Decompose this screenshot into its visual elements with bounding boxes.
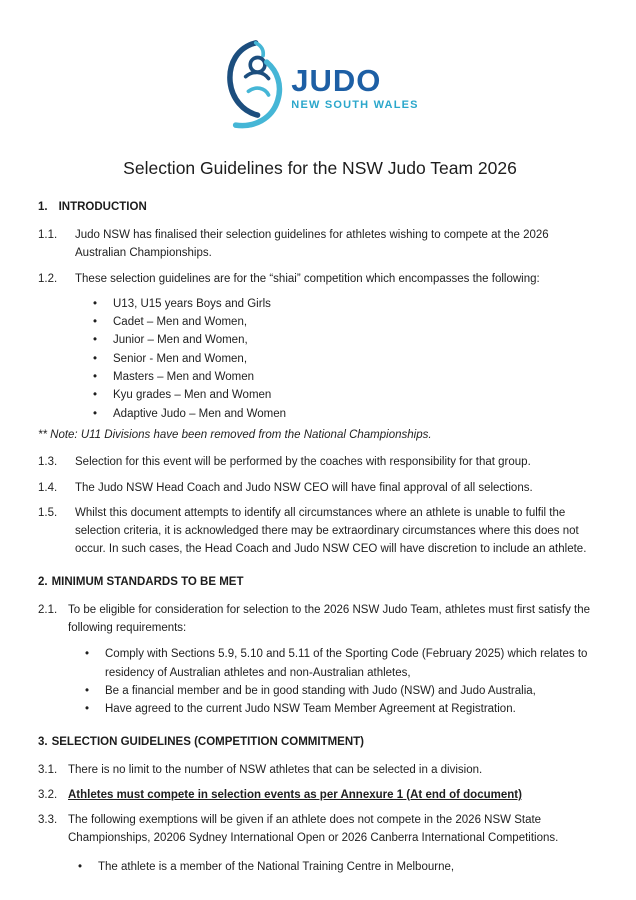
judo-nsw-logo bbox=[38, 34, 602, 134]
paragraph-text: There is no limit to the number of NSW athletes that can be selected in a division. bbox=[68, 763, 483, 776]
note-u11-divisions: ** Note: U11 Divisions have been removed from the National Championships. bbox=[38, 428, 432, 441]
list-item: • Senior - Men and Women, bbox=[93, 350, 602, 368]
requirements-list bbox=[85, 645, 602, 718]
paragraph-number: 1.5. bbox=[38, 506, 58, 519]
list-item: • Junior – Men and Women, bbox=[93, 331, 602, 349]
paragraph-text: The following exemptions will be given if an athlete does not compete in the 2026 NSW State Championships, 20206 Sydney International Open or 2026 Canberra International Competitions. bbox=[68, 814, 559, 845]
paragraph-text: Selection for this event will be performed by the coaches with responsibility for that group. bbox=[75, 456, 531, 469]
judo-figures-icon bbox=[221, 36, 285, 132]
paragraph-number: 1.3. bbox=[38, 456, 58, 469]
paragraph-3-1 bbox=[38, 761, 602, 779]
section-heading-minimum-standards bbox=[38, 576, 602, 588]
logo-region: NEW SOUTH WALES bbox=[291, 99, 419, 111]
paragraph-text: Athletes must compete in selection events as per Annexure 1 (At end of document) bbox=[68, 788, 522, 801]
paragraph-text: Whilst this document attempts to identify all circumstances where an athlete is unable to fulfil the selection criteria, it is acknowledged there may be extraordinary circumstances where this does not occur. In such cases, the Head Coach and Judo NSW CEO will have discretion to include an athlete. bbox=[75, 506, 587, 556]
paragraph-1-1 bbox=[38, 226, 602, 263]
list-item: • Be a financial member and be in good standing with Judo (NSW) and Judo Australia, bbox=[85, 682, 602, 700]
list-item: • U13, U15 years Boys and Girls bbox=[93, 295, 602, 313]
paragraph-3-2 bbox=[38, 786, 602, 804]
paragraph-number: 2.1. bbox=[38, 603, 58, 616]
list-item: • The athlete is a member of the National Training Centre in Melbourne, bbox=[78, 858, 602, 876]
paragraph-number: 1.4. bbox=[38, 481, 58, 494]
list-item: • Comply with Sections 5.9, 5.10 and 5.11 of the Sporting Code (February 2025) which relates to residency of Australian athletes and non-Australian athletes, bbox=[85, 645, 602, 682]
logo-text bbox=[291, 65, 418, 111]
logo-name: JUDO bbox=[291, 63, 382, 98]
paragraph-1-5 bbox=[38, 504, 602, 559]
list-item: • Have agreed to the current Judo NSW Team Member Agreement at Registration. bbox=[85, 700, 602, 718]
paragraph-text: To be eligible for consideration for selection to the 2026 NSW Judo Team, athletes must first satisfy the following requirements: bbox=[68, 603, 591, 635]
section-heading-selection-guidelines bbox=[38, 736, 602, 748]
list-item: • Masters – Men and Women bbox=[93, 368, 602, 386]
section-label: MINIMUM STANDARDS TO BE MET bbox=[51, 575, 244, 588]
paragraph-1-3 bbox=[38, 453, 602, 471]
list-item: • Adaptive Judo – Men and Women bbox=[93, 405, 602, 423]
section-label: SELECTION GUIDELINES (COMPETITION COMMITMENT) bbox=[51, 735, 365, 748]
paragraph-1-4 bbox=[38, 479, 602, 497]
section-number: 3. bbox=[38, 735, 48, 748]
paragraph-text: The Judo NSW Head Coach and Judo NSW CEO will have final approval of all selections. bbox=[75, 481, 533, 494]
paragraph-number: 3.3. bbox=[38, 814, 58, 827]
section-label: INTRODUCTION bbox=[58, 201, 147, 213]
section-number: 2. bbox=[38, 575, 48, 588]
list-item: • Cadet – Men and Women, bbox=[93, 313, 602, 331]
list-item: • Kyu grades – Men and Women bbox=[93, 386, 602, 404]
page-title: Selection Guidelines for the NSW Judo Team 2026 bbox=[123, 158, 517, 178]
paragraph-number: 1.2. bbox=[38, 272, 58, 285]
paragraph-3-3 bbox=[38, 811, 602, 848]
paragraph-number: 1.1. bbox=[38, 229, 58, 241]
section-number: 1. bbox=[38, 201, 48, 213]
paragraph-2-1 bbox=[38, 601, 602, 638]
paragraph-number: 3.2. bbox=[38, 788, 58, 801]
paragraph-text: These selection guidelines are for the “shiai” competition which encompasses the following: bbox=[75, 272, 540, 285]
paragraph-1-2 bbox=[38, 270, 602, 288]
paragraph-text: Judo NSW has finalised their selection guidelines for athletes wishing to compete at the 2026 Australian Championships. bbox=[75, 229, 549, 260]
paragraph-number: 3.1. bbox=[38, 763, 58, 776]
section-heading-introduction bbox=[38, 201, 602, 213]
divisions-list bbox=[93, 295, 602, 423]
exemptions-list bbox=[78, 858, 602, 876]
